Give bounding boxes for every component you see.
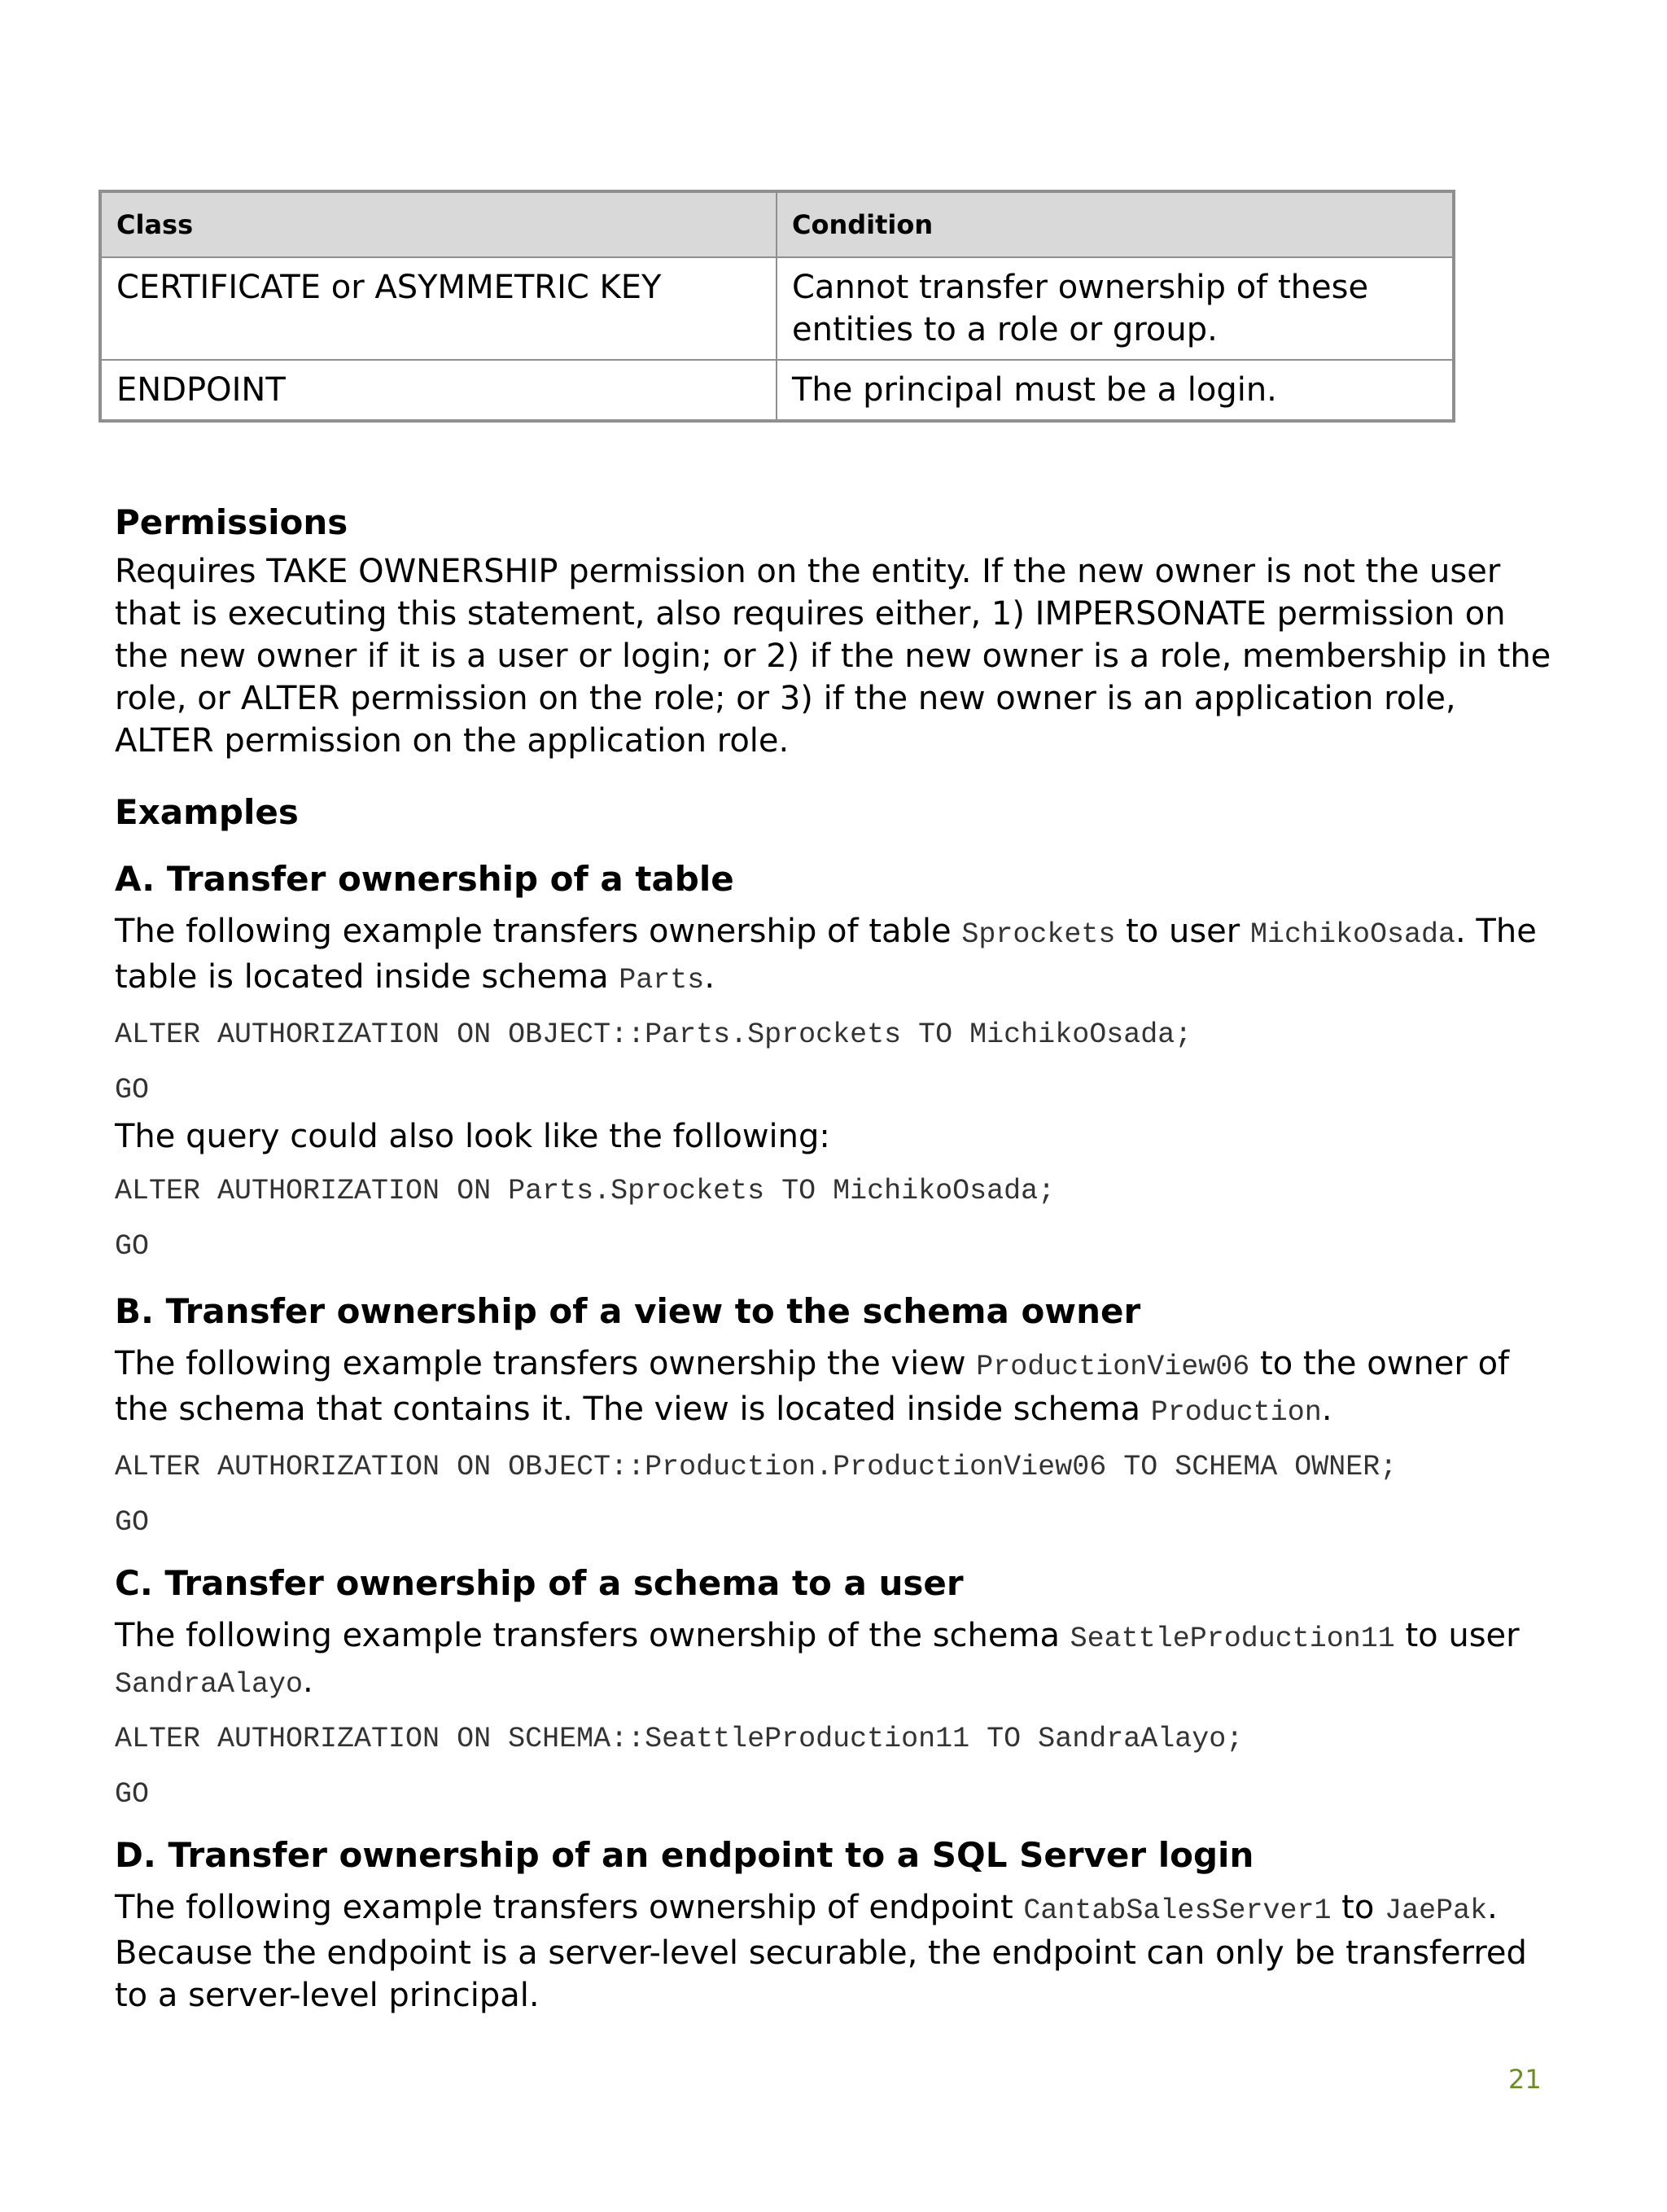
inline-code: Parts — [619, 964, 705, 996]
table-header-row — [100, 191, 1454, 257]
table-header-class: Class — [100, 191, 777, 257]
text-span: The following example transfers ownership the view — [115, 1345, 977, 1382]
inline-code: SandraAlayo — [115, 1668, 304, 1701]
example-a-section — [115, 856, 1564, 1265]
code-line: GO — [115, 1230, 150, 1263]
example-d-heading: D. Transfer ownership of an endpoint to a SQL Server login — [115, 1835, 1254, 1875]
table-cell: CERTIFICATE or ASYMMETRIC KEY — [100, 257, 777, 360]
table-header-condition: Condition — [777, 191, 1454, 257]
text-span: The following example transfers ownership of the schema — [115, 1617, 1070, 1654]
text-span: . The table is located inside schema — [115, 913, 1537, 996]
code-line: ALTER AUTHORIZATION ON OBJECT::Production.ProductionView06 TO SCHEMA OWNER; — [115, 1451, 1398, 1483]
text-span: . — [704, 958, 715, 996]
code-line: ALTER AUTHORIZATION ON SCHEMA::SeattleProduction11 TO SandraAlayo; — [115, 1723, 1244, 1755]
class-condition-table — [98, 190, 1455, 423]
inline-code: SeattleProduction11 — [1070, 1623, 1395, 1655]
example-d-section — [115, 1833, 1564, 2017]
code-line: GO — [115, 1778, 150, 1811]
text-span: . — [1321, 1391, 1332, 1428]
text-span: . Because the endpoint is a server-level securable, the endpoint can only be transferred to a server-level principal. — [115, 1889, 1527, 2014]
inline-code: Production — [1150, 1396, 1322, 1429]
example-b-intro — [115, 1343, 1564, 1434]
code-line: GO — [115, 1506, 150, 1539]
example-a-alt-text: The query could also look like the following: — [115, 1118, 830, 1155]
table-row — [100, 257, 1454, 360]
example-c-section — [115, 1561, 1564, 1813]
examples-heading-block — [115, 790, 1564, 835]
inline-code: ProductionView06 — [976, 1351, 1250, 1383]
text-span: to user — [1115, 913, 1250, 950]
example-b-heading: B. Transfer ownership of a view to the schema owner — [115, 1291, 1141, 1331]
code-line: GO — [115, 1074, 150, 1106]
text-span: The following example transfers ownership of endpoint — [115, 1889, 1024, 1926]
text-span: The following example transfers ownership of table — [115, 913, 962, 950]
permissions-body: Requires TAKE OWNERSHIP permission on the entity. If the new owner is not the user that is executing this statement, also requires either, 1) IMPERSONATE permission on the new owner if it is a user or login; or 2) if the new owner is a role, membership in the role, or ALTER permission on the role; or 3) if the new owner is an application role, ALTER permission on the application role. — [115, 553, 1551, 760]
example-a-intro — [115, 910, 1564, 1001]
example-d-intro — [115, 1886, 1564, 2017]
examples-heading: Examples — [115, 792, 299, 832]
inline-code: CantabSalesServer1 — [1023, 1894, 1332, 1927]
permissions-section — [115, 500, 1564, 762]
inline-code: MichikoOsada — [1249, 918, 1455, 951]
code-line: ALTER AUTHORIZATION ON Parts.Sprockets TO MichikoOsada; — [115, 1175, 1056, 1207]
example-b-section — [115, 1289, 1564, 1541]
text-span: to the owner of the schema that contains it. The view is located inside schema — [115, 1345, 1510, 1428]
inline-code: JaePak — [1385, 1894, 1488, 1927]
example-a-heading: A. Transfer ownership of a table — [115, 859, 734, 899]
text-span: . — [303, 1662, 313, 1700]
example-c-heading: C. Transfer ownership of a schema to a user — [115, 1563, 964, 1603]
text-span: to — [1331, 1889, 1385, 1926]
page-number: 21 — [1508, 2064, 1542, 2095]
table-row — [100, 360, 1454, 421]
permissions-heading: Permissions — [115, 502, 348, 542]
table-cell: The principal must be a login. — [777, 360, 1454, 421]
example-c-intro — [115, 1614, 1564, 1706]
code-line: ALTER AUTHORIZATION ON OBJECT::Parts.Sprockets TO MichikoOsada; — [115, 1018, 1192, 1051]
text-span: to user — [1394, 1617, 1520, 1654]
inline-code: Sprockets — [961, 918, 1116, 951]
table-cell: Cannot transfer ownership of these entities to a role or group. — [777, 257, 1454, 360]
table-cell: ENDPOINT — [100, 360, 777, 421]
